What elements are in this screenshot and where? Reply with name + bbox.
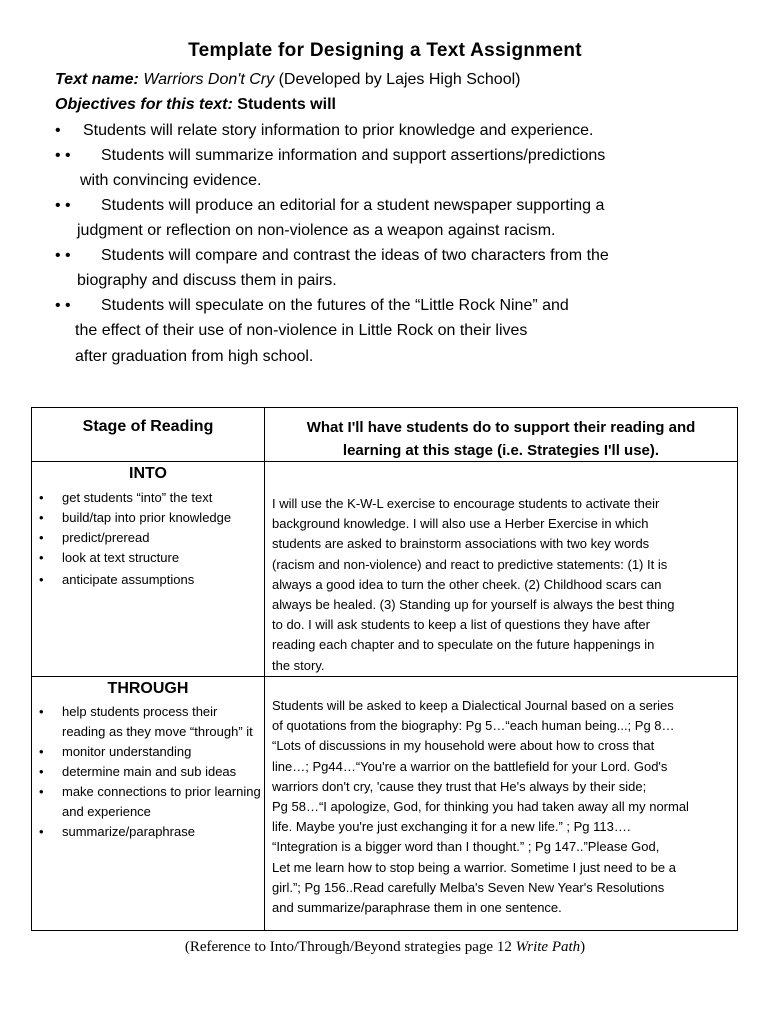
list-item: • help students process their reading as they move “through” it [36,702,262,742]
objectives-value: Students will [237,96,336,113]
footer-text: (Reference to Into/Through/Beyond strategies page 12 [184,939,516,955]
strategies-header [265,416,737,462]
objective-text-cont: after graduation from high school. [75,348,314,365]
stage-of-reading-header: Stage of Reading [82,418,214,435]
footer-close: ) [580,939,586,955]
list-item: • look at text structure [36,548,262,568]
bullet-marker: • • [55,297,71,314]
objective-item [55,293,569,318]
objective-text: Students will produce an editorial for a student newspaper supporting a [101,197,605,214]
into-list [36,488,262,590]
text-name-label: Text name: [55,71,139,88]
objectives-line [55,92,336,117]
strategy-line: always be healed. (3) Standing up for yourself is always the best thing [272,597,675,613]
strategies-header-line: What I'll have students do to support their reading and [306,419,696,436]
strategy-line: girl.”; Pg 156..Read carefully Melba's Seven New Year's Resolutions [272,879,665,895]
objective-text-cont: judgment or reflection on non-violence as a weapon against racism. [77,222,556,239]
footer-book-title: Write Path [515,939,581,955]
objectives-label: Objectives for this text: [55,96,233,113]
list-item: • determine main and sub ideas [36,762,262,782]
strategies-header-line: learning at this stage (i.e. Strategies I'll use). [342,442,660,459]
bullet-marker: • • [55,147,71,164]
list-item: • monitor understanding [36,742,262,762]
objective-text-cont: with convincing evidence. [80,172,262,189]
strategy-line: “Integration is a bigger word than I thought.” ; Pg 147..”Please God, [272,839,660,855]
strategy-line: reading each chapter and to speculate on the future happenings in [272,637,655,653]
strategy-line: the story. [272,657,325,673]
list-item: • predict/preread [36,528,262,548]
strategy-line: (racism and non-violence) and react to predictive statements: (1) It is [272,556,668,572]
objective-text: Students will summarize information and support assertions/predictions [101,147,606,164]
objective-item [55,143,605,168]
objective-text: Students will compare and contrast the ideas of two characters from the [101,247,609,264]
strategy-table [31,407,738,931]
objective-text-cont: biography and discuss them in pairs. [77,272,337,289]
reference-footer [0,939,770,956]
list-item: • build/tap into prior knowledge [36,508,262,528]
column-divider [264,408,265,930]
strategy-line: of quotations from the biography: Pg 5…“each human being...; Pg 8… [272,718,675,734]
strategy-line: life. Maybe you're just exchanging it for a new life.” ; Pg 113…. [272,819,631,835]
through-strategy-text [272,696,734,918]
objective-item [55,193,604,218]
list-item: • anticipate assumptions [36,570,262,590]
strategy-line: line…; Pg44…“You're a warrior on the battlefield for your Lord. God's [272,758,668,774]
through-list [36,702,262,842]
strategy-line: I will use the K-W-L exercise to encourage students to activate their [272,496,660,511]
strategy-line: and summarize/paraphrase them in one sentence. [272,900,562,916]
into-through-divider [32,676,737,677]
list-item: • summarize/paraphrase [36,822,262,842]
through-heading: THROUGH [107,680,189,697]
text-name-value: Warriors Don't Cry [143,71,275,88]
bullet-marker: • [55,122,61,139]
strategy-line: warriors don't cry, 'cause they trust that He's always by their side; [272,778,647,794]
text-name-line [55,67,520,92]
strategy-line: Pg 58…“I apologize, God, for thinking you had taken away all my normal [272,799,689,815]
objective-item [55,243,609,268]
document-title: Template for Designing a Text Assignment [188,40,582,61]
bullet-marker: • • [55,197,71,214]
strategy-line: always a good idea to turn the other cheek. (2) Childhood scars can [272,576,662,592]
strategy-line: Students will be asked to keep a Dialectical Journal based on a series [272,698,674,713]
strategy-line: to do. I will ask students to keep a list of questions they have after [272,617,650,633]
list-item: • get students “into” the text [36,488,262,508]
bullet-marker: • • [55,247,71,264]
objective-item [55,118,594,143]
objective-text-cont: the effect of their use of non-violence in Little Rock on their lives [75,322,528,339]
objective-text: Students will speculate on the futures of the “Little Rock Nine” and [101,297,569,314]
strategy-line: background knowledge. I will also use a Herber Exercise in which [272,516,649,532]
strategy-line: “Lots of discussions in my household were about how to cross that [272,738,655,754]
objective-text: Students will relate story information to prior knowledge and experience. [83,122,594,139]
text-name-note: (Developed by Lajes High School) [278,71,521,88]
strategy-line: Let me learn how to stop being a warrior. Sometime I just need to be a [272,859,676,875]
into-heading: INTO [129,465,167,482]
into-strategy-text [272,494,734,676]
list-item: • make connections to prior learning and experience [36,782,262,822]
strategy-line: students are asked to brainstorm associations with two key words [272,536,650,552]
